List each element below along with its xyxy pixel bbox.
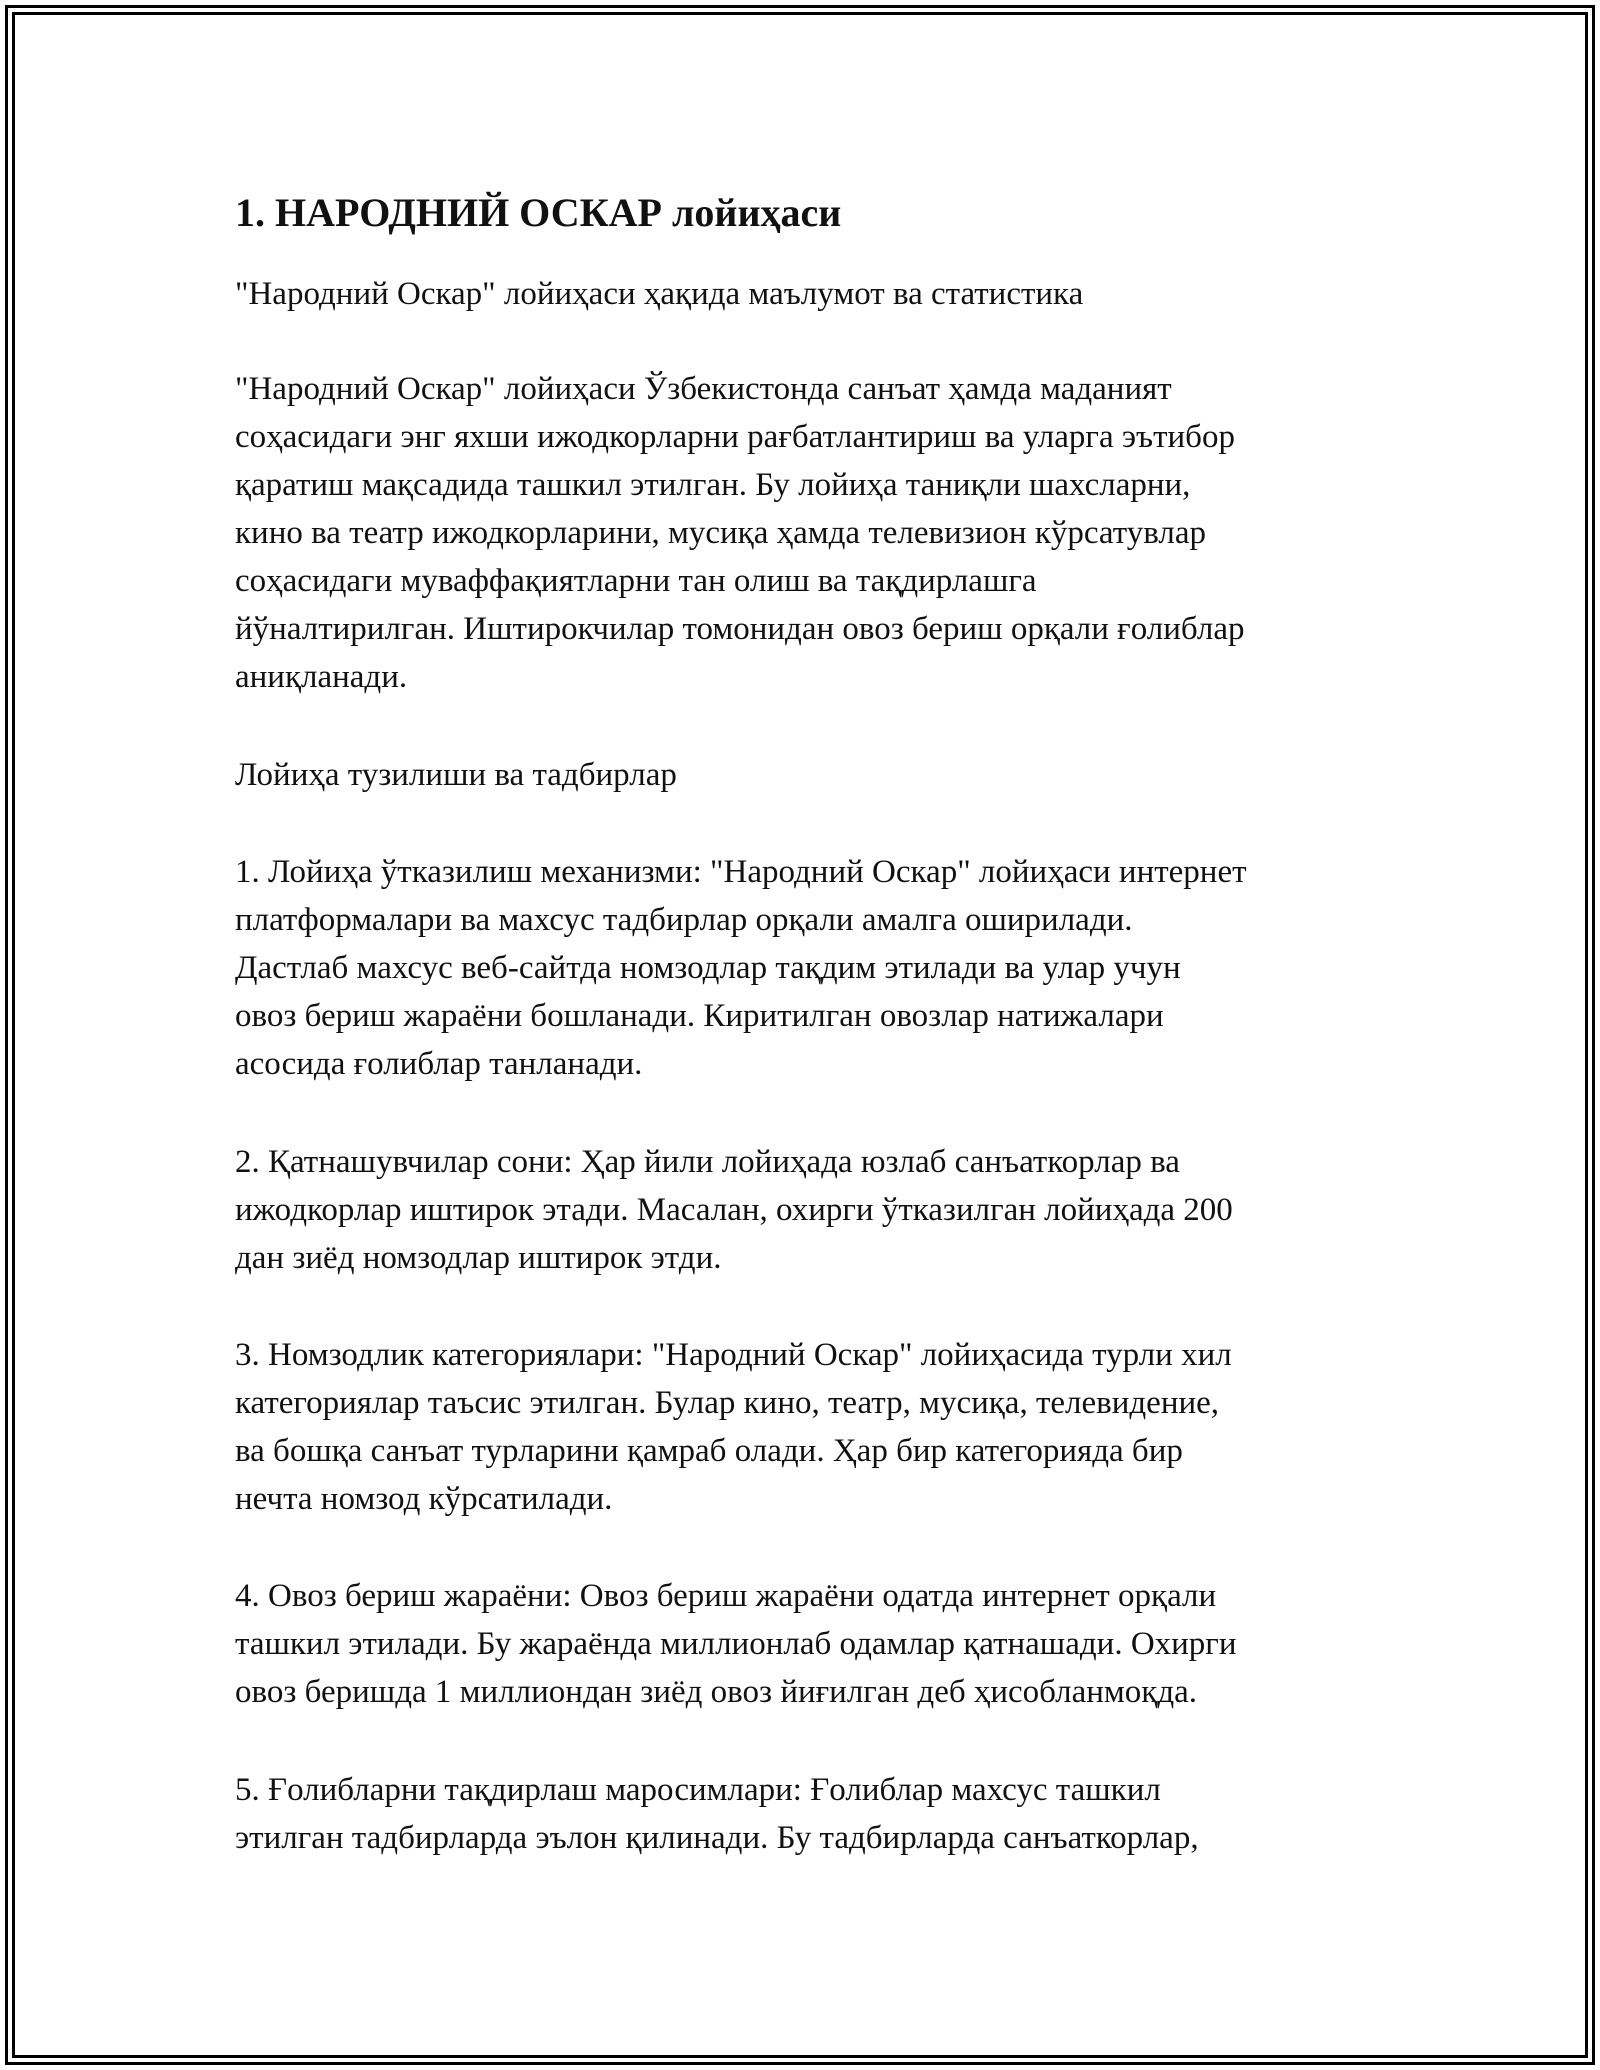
intro-line: соҳасидаги муваффақиятларни тан олиш ва тақдирлашга [235,563,1037,599]
item-3-line: ва бошқа санъат турларини қамраб олади. Ҳар бир категорияда бир [235,1433,1183,1469]
item-1-line: 1. Лойиҳа ўтказилиш механизми: "Народний Оскар" лойиҳаси интернет [235,854,1247,890]
intro-line: қаратиш мақсадида ташкил этилган. Бу лойиҳа таниқли шахсларни, [235,467,1191,503]
item-2-line: дан зиёд номзодлар иштирок этди. [235,1240,722,1276]
item-4-line: ташкил этилади. Бу жараёнда миллионлаб одамлар қатнашади. Охирги [235,1626,1237,1662]
intro-line: йўналтирилган. Иштирокчилар томонидан овоз бериш орқали ғолиблар [235,611,1245,647]
item-3-line: 3. Номзодлик категориялари: "Народний Оскар" лойиҳасида турли хил [235,1337,1232,1373]
item-1-line: овоз бериш жараёни бошланади. Киритилган овозлар натижалари [235,998,1164,1034]
document-title: 1. НАРОДНИЙ ОСКАР лойиҳаси [235,190,842,235]
item-5-line: 5. Ғолибларни тақдирлаш маросимлари: Ғолиблар махсус ташкил [235,1772,1161,1808]
intro-line: аниқланади. [235,659,408,695]
item-3-line: нечта номзод кўрсатилади. [235,1481,613,1517]
intro-line: кино ва театр ижодкорларини, мусиқа ҳамда телевизион кўрсатувлар [235,515,1206,551]
item-2-line: 2. Қатнашувчилар сони: Ҳар йили лойиҳада юзлаб санъаткорлар ва [235,1144,1180,1180]
item-1-line: Дастлаб махсус веб-сайтда номзодлар тақдим этилади ва улар учун [235,950,1181,986]
intro-line: соҳасидаги энг яхши ижодкорларни рағбатлантириш ва уларга эътибор [235,419,1235,455]
document-subtitle: "Народний Оскар" лойиҳаси ҳақида маълумот ва статистика [235,276,1084,312]
item-2-line: ижодкорлар иштирок этади. Масалан, охирги ўтказилган лойиҳада 200 [235,1192,1233,1228]
item-5-line: этилган тадбирларда эълон қилинади. Бу тадбирларда санъаткорлар, [235,1820,1199,1856]
section-heading: Лойиҳа тузилиши ва тадбирлар [235,757,677,793]
intro-line: "Народний Оскар" лойиҳаси Ўзбекистонда санъат ҳамда маданият [235,371,1172,407]
item-1-line: асосида ғолиблар танланади. [235,1046,643,1082]
item-4-line: овоз беришда 1 миллиондан зиёд овоз йиғилган деб ҳисобланмоқда. [235,1674,1198,1710]
item-1-line: платформалари ва махсус тадбирлар орқали амалга оширилади. [235,902,1133,938]
item-4-line: 4. Овоз бериш жараёни: Овоз бериш жараёни одатда интернет орқали [235,1578,1217,1614]
item-3-line: категориялар таъсис этилган. Булар кино, театр, мусиқа, телевидение, [235,1385,1220,1421]
